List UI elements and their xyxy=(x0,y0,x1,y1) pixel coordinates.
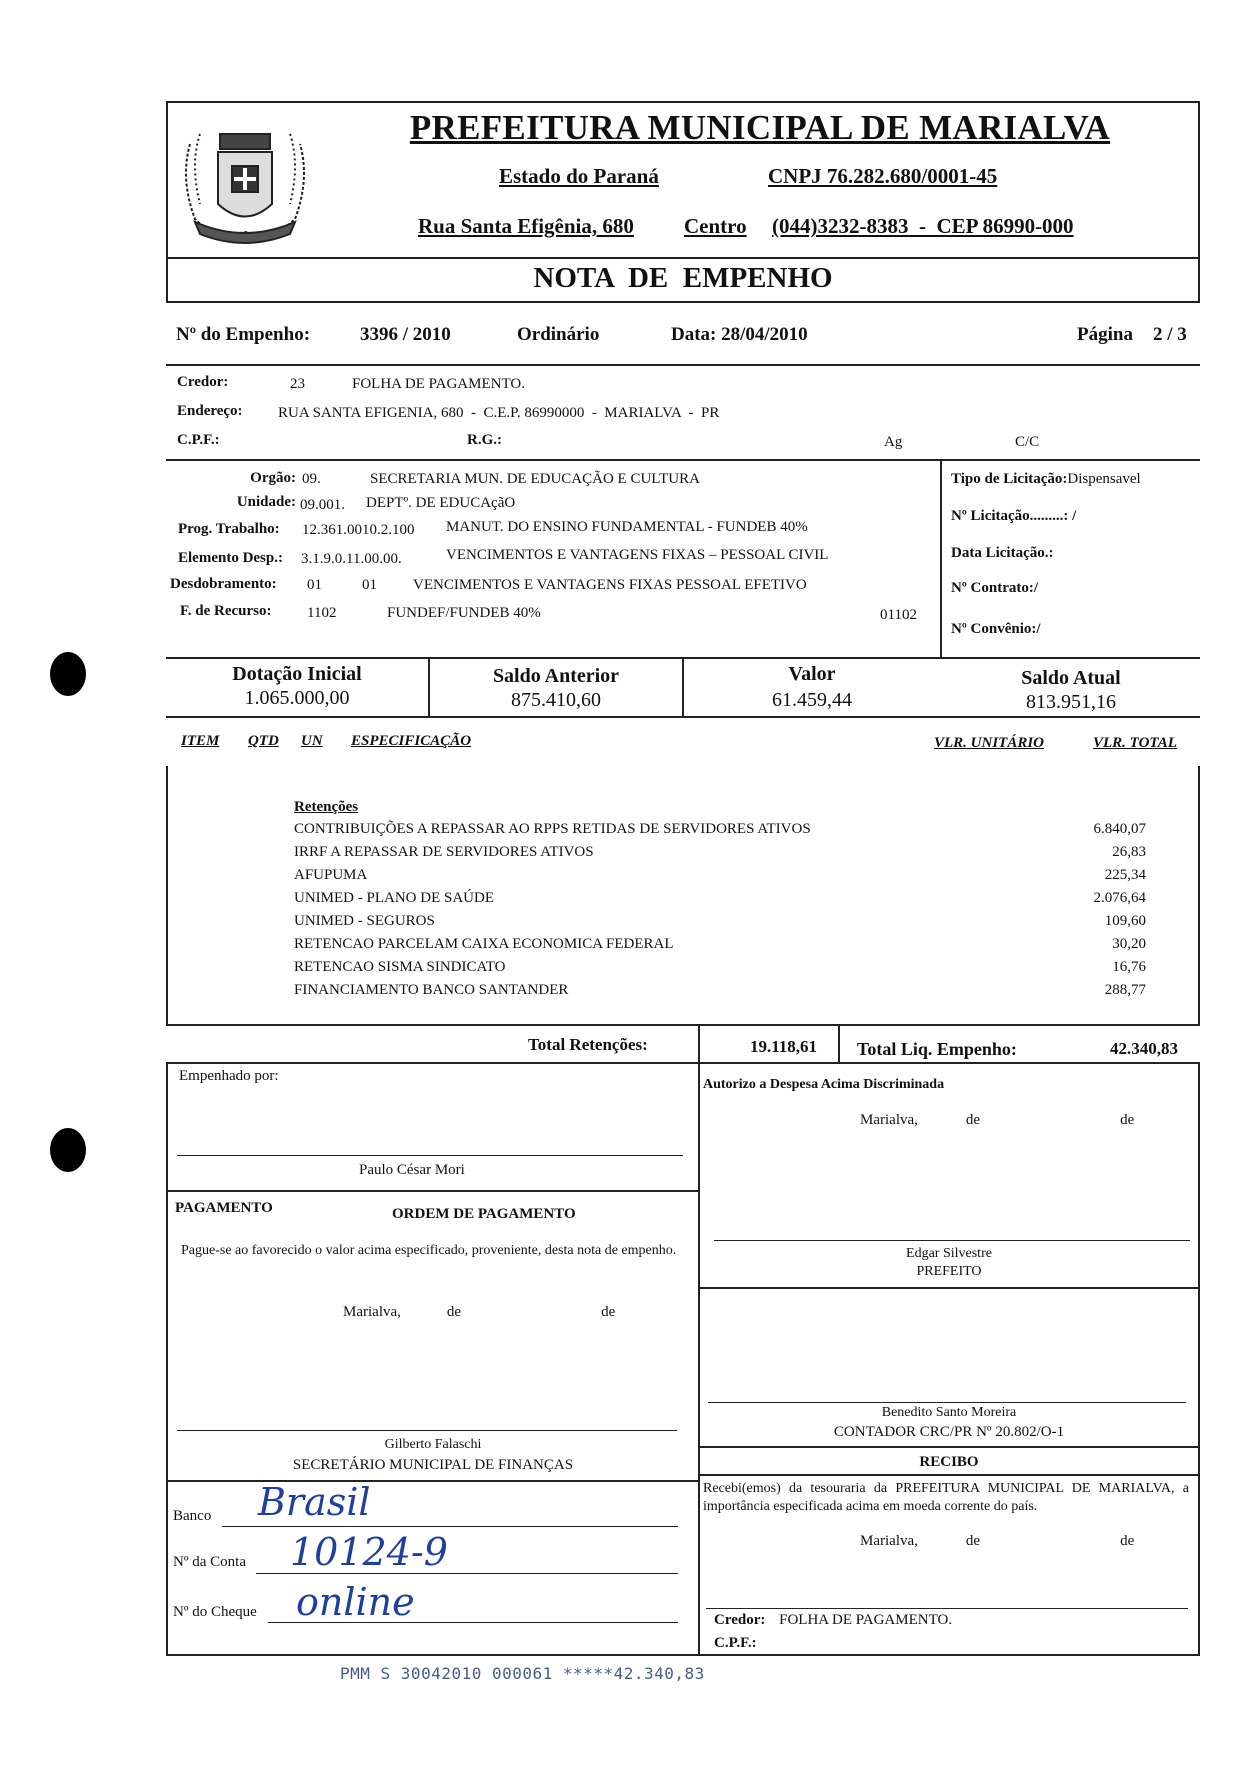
col-item: ITEM xyxy=(181,733,220,749)
coat-of-arms-logo xyxy=(170,104,320,254)
punch-hole-top xyxy=(50,652,86,696)
empenhado-signatory: Paulo César Mori xyxy=(359,1162,465,1178)
contador-title: CONTADOR CRC/PR Nº 20.802/O-1 xyxy=(833,1424,1065,1440)
cc-label: C/C xyxy=(1015,434,1040,450)
empenho-number: 3396 / 2010 xyxy=(360,324,451,345)
recibo-text: Recebi(emos) da tesouraria da PREFEITURA MUNICIPAL DE MARIALVA, a importância especificada acima em moeda corrente do país. xyxy=(703,1481,1189,1514)
prefeito-title: PREFEITO xyxy=(916,1264,982,1279)
list-item: AFUPUMA 225,34 xyxy=(294,867,1146,883)
recibo-place-date: Marialva, de de xyxy=(860,1533,1135,1549)
convenio-number: Nº Convênio:/ xyxy=(951,621,1041,637)
elemento-label: Elemento Desp.: xyxy=(178,550,283,566)
empenho-date: Data: 28/04/2010 xyxy=(671,324,808,345)
list-item: UNIMED - PLANO DE SAÚDE 2.076,64 xyxy=(294,890,1146,906)
recurso-code: 1102 xyxy=(307,605,337,621)
prog-desc: MANUT. DO ENSINO FUNDAMENTAL - FUNDEB 40% xyxy=(446,519,808,535)
list-item: UNIMED - SEGUROS 109,60 xyxy=(294,913,1146,929)
state-label: Estado do Paraná xyxy=(499,164,659,188)
desdobramento-label: Desdobramento: xyxy=(170,576,277,592)
saldo-atual-value: 813.951,16 xyxy=(1026,691,1116,713)
empenho-type: Ordinário xyxy=(517,324,600,345)
recibo-credor xyxy=(714,1612,952,1629)
dotacao-inicial-label: Dotação Inicial xyxy=(232,663,362,685)
prog-label: Prog. Trabalho: xyxy=(178,521,280,537)
total-retencoes-value: 19.118,61 xyxy=(750,1037,818,1056)
rg-label: R.G.: xyxy=(467,432,502,448)
list-item: IRRF A REPASSAR DE SERVIDORES ATIVOS 26,83 xyxy=(294,844,1146,860)
recibo-title: RECIBO xyxy=(919,1454,979,1470)
credor-code: 23 xyxy=(290,376,305,392)
retencoes-list xyxy=(294,818,1146,1002)
total-liquido-value: 42.340,83 xyxy=(1110,1039,1178,1058)
banco-label: Banco xyxy=(173,1508,212,1524)
recibo-credor-value: FOLHA DE PAGAMENTO. xyxy=(779,1612,953,1628)
orgao-desc: SECRETARIA MUN. DE EDUCAÇÃO E CULTURA xyxy=(370,471,700,487)
recibo-cpf-label: C.P.F.: xyxy=(714,1635,757,1651)
total-retencoes-label: Total Retenções: xyxy=(528,1035,648,1054)
desdobramento-code-2: 01 xyxy=(362,577,377,593)
cheque-label: Nº do Cheque xyxy=(173,1604,257,1620)
authentication-stamp: PMM S 30042010 000061 *****42.340,83 xyxy=(340,1664,705,1683)
credor-name: FOLHA DE PAGAMENTO. xyxy=(352,376,525,392)
autorizo-label: Autorizo a Despesa Acima Discriminada xyxy=(703,1077,945,1092)
list-item: FINANCIAMENTO BANCO SANTANDER 288,77 xyxy=(294,982,1146,998)
cnpj-label: CNPJ 76.282.680/0001-45 xyxy=(768,164,998,188)
credor-label: Credor: xyxy=(177,374,229,390)
conta-label: Nº da Conta xyxy=(173,1554,246,1570)
valor-label: Valor xyxy=(788,663,836,685)
pagamento-text: Pague-se ao favorecido o valor acima especificado, proveniente, desta nota de empenho. xyxy=(181,1243,677,1258)
elemento-code: 3.1.9.0.11.00.00. xyxy=(301,551,402,567)
licitacao-type-label: Tipo de Licitação: xyxy=(951,471,1068,487)
licitacao-number: Nº Licitação.........: / xyxy=(951,508,1077,524)
col-total-value: VLR. TOTAL xyxy=(1093,735,1177,751)
saldo-atual-label: Saldo Atual xyxy=(1021,667,1121,689)
pagamento-label: PAGAMENTO xyxy=(175,1200,273,1216)
secretario-title: SECRETÁRIO MUNICIPAL DE FINANÇAS xyxy=(292,1457,574,1473)
recurso-label: F. de Recurso: xyxy=(180,603,272,619)
desdobramento-desc: VENCIMENTOS E VANTAGENS FIXAS PESSOAL EFETIVO xyxy=(413,577,807,593)
page-title: PREFEITURA MUNICIPAL DE MARIALVA xyxy=(409,108,1111,147)
phone-cep-label: (044)3232-8383 - CEP 86990-000 xyxy=(772,214,1074,238)
col-qtd: QTD xyxy=(248,733,279,749)
document-title: NOTA DE EMPENHO xyxy=(533,262,833,294)
unidade-desc: DEPTº. DE EDUCAçãO xyxy=(366,495,516,511)
ordem-pagamento-label: ORDEM DE PAGAMENTO xyxy=(392,1206,576,1222)
total-liquido-label: Total Liq. Empenho: xyxy=(857,1039,1017,1059)
col-espec: ESPECIFICAÇÃO xyxy=(351,733,472,749)
unidade-label: Unidade: xyxy=(236,494,296,510)
saldo-anterior-label: Saldo Anterior xyxy=(492,665,620,687)
cheque-handwritten: online xyxy=(296,1580,415,1624)
licitacao-type xyxy=(951,471,1141,488)
secretario-name: Gilberto Falaschi xyxy=(384,1437,482,1452)
desdobramento-code-1: 01 xyxy=(307,577,322,593)
prog-code: 12.361.0010.2.100 xyxy=(302,522,415,538)
licitacao-type-value: Dispensavel xyxy=(1067,471,1141,487)
autorizo-place-date: Marialva, de de xyxy=(860,1112,1135,1128)
licitacao-date: Data Licitação.: xyxy=(951,545,1054,561)
contador-name: Benedito Santo Moreira xyxy=(881,1405,1017,1420)
empenho-number-label: Nº do Empenho: xyxy=(176,324,311,345)
page-number: 2 / 3 xyxy=(1153,324,1187,345)
elemento-desc: VENCIMENTOS E VANTAGENS FIXAS – PESSOAL CIVIL xyxy=(446,547,829,563)
col-unit-value: VLR. UNITÁRIO xyxy=(934,735,1045,751)
recurso-desc: FUNDEF/FUNDEB 40% xyxy=(387,605,541,621)
address-field-value: RUA SANTA EFIGENIA, 680 - C.E.P. 86990000 - MARIALVA - PR xyxy=(278,405,720,421)
ordem-place-date: Marialva, de de xyxy=(343,1304,616,1320)
retencoes-title: Retenções xyxy=(294,799,359,815)
list-item: RETENCAO SISMA SINDICATO 16,76 xyxy=(294,959,1146,975)
list-item: RETENCAO PARCELAM CAIXA ECONOMICA FEDERAL 30,20 xyxy=(294,936,1146,952)
col-un: UN xyxy=(301,733,323,749)
orgao-label: Orgão: xyxy=(250,470,296,486)
unidade-code: 09.001. xyxy=(300,497,345,513)
orgao-code: 09. xyxy=(302,471,321,487)
empenhado-por-label: Empenhado por: xyxy=(179,1068,279,1084)
conta-handwritten: 10124-9 xyxy=(290,1530,448,1574)
page-number-label: Página xyxy=(1077,324,1133,345)
recibo-credor-label: Credor: xyxy=(714,1612,766,1628)
address-field-label: Endereço: xyxy=(177,403,243,419)
saldo-anterior-value: 875.410,60 xyxy=(511,689,601,711)
recurso-code-2: 01102 xyxy=(880,607,917,623)
contrato-number: Nº Contrato:/ xyxy=(951,580,1039,596)
cpf-label: C.P.F.: xyxy=(177,432,220,448)
ag-label: Ag xyxy=(884,434,903,450)
dotacao-inicial-value: 1.065.000,00 xyxy=(244,687,350,709)
list-item: CONTRIBUIÇÕES A REPASSAR AO RPPS RETIDAS DE SERVIDORES ATIVOS 6.840,07 xyxy=(294,821,1146,837)
district-label: Centro xyxy=(684,214,747,238)
banco-handwritten: Brasil xyxy=(258,1480,371,1524)
punch-hole-bottom xyxy=(50,1128,86,1172)
valor-value: 61.459,44 xyxy=(772,689,852,711)
prefeito-name: Edgar Silvestre xyxy=(906,1246,992,1261)
address-label: Rua Santa Efigênia, 680 xyxy=(418,214,634,238)
